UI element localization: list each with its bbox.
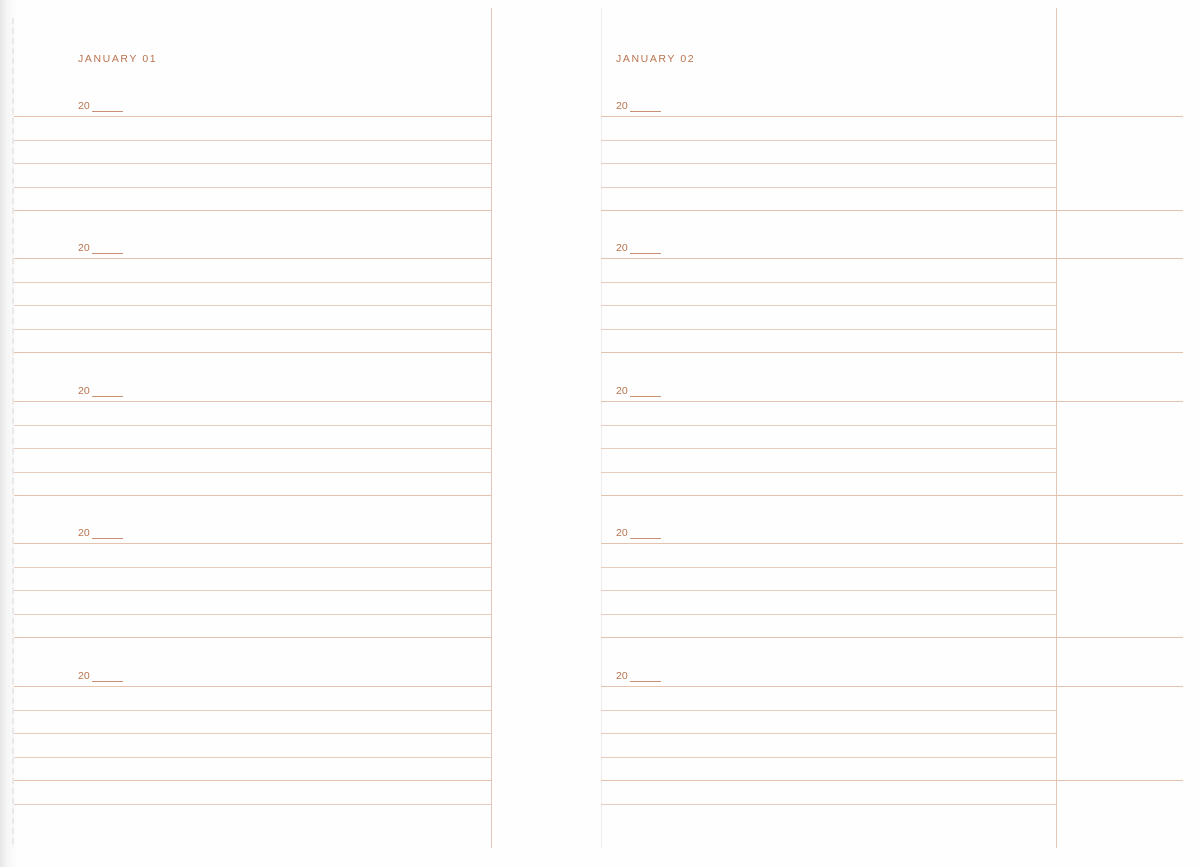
year-blank bbox=[630, 681, 661, 682]
year-blank bbox=[92, 111, 123, 112]
section-rule bbox=[601, 210, 1183, 211]
year-label: 20 bbox=[616, 100, 628, 112]
year-label: 20 bbox=[616, 385, 628, 397]
writing-line bbox=[14, 733, 491, 734]
page-title: JANUARY 01 bbox=[78, 53, 158, 65]
section-rule bbox=[14, 210, 491, 211]
writing-line bbox=[601, 329, 1056, 330]
section-rule bbox=[601, 637, 1183, 638]
writing-line bbox=[601, 140, 1056, 141]
writing-line bbox=[601, 757, 1056, 758]
writing-line bbox=[601, 590, 1056, 591]
writing-line bbox=[601, 614, 1056, 615]
year-label: 20 bbox=[616, 670, 628, 682]
section-rule bbox=[601, 401, 1183, 402]
year-label: 20 bbox=[78, 527, 90, 539]
year-blank bbox=[92, 253, 123, 254]
writing-line bbox=[601, 472, 1056, 473]
section-rule bbox=[14, 495, 491, 496]
writing-line bbox=[601, 804, 1056, 805]
section-rule bbox=[601, 352, 1183, 353]
page-title: JANUARY 02 bbox=[616, 53, 696, 65]
writing-line bbox=[601, 425, 1056, 426]
writing-line bbox=[601, 282, 1056, 283]
writing-line bbox=[14, 804, 491, 805]
writing-line bbox=[14, 425, 491, 426]
writing-line bbox=[14, 472, 491, 473]
writing-line bbox=[601, 733, 1056, 734]
year-blank bbox=[92, 681, 123, 682]
writing-line bbox=[601, 163, 1056, 164]
section-rule bbox=[14, 352, 491, 353]
section-rule bbox=[14, 401, 491, 402]
year-label: 20 bbox=[78, 242, 90, 254]
year-label: 20 bbox=[616, 527, 628, 539]
year-label: 20 bbox=[78, 385, 90, 397]
section-rule bbox=[14, 637, 491, 638]
section-rule bbox=[601, 116, 1183, 117]
year-blank bbox=[92, 396, 123, 397]
writing-line bbox=[14, 567, 491, 568]
section-rule bbox=[601, 495, 1183, 496]
year-blank bbox=[630, 111, 661, 112]
writing-line bbox=[14, 163, 491, 164]
year-label: 20 bbox=[78, 670, 90, 682]
year-blank bbox=[92, 538, 123, 539]
writing-line bbox=[14, 614, 491, 615]
margin-line bbox=[1056, 8, 1057, 848]
section-rule bbox=[14, 780, 491, 781]
section-rule bbox=[601, 780, 1183, 781]
section-rule bbox=[601, 543, 1183, 544]
writing-line bbox=[14, 282, 491, 283]
section-rule bbox=[14, 543, 491, 544]
year-blank bbox=[630, 253, 661, 254]
writing-line bbox=[601, 448, 1056, 449]
writing-line bbox=[14, 187, 491, 188]
writing-line bbox=[14, 590, 491, 591]
margin-line bbox=[491, 8, 492, 848]
year-label: 20 bbox=[78, 100, 90, 112]
writing-line bbox=[601, 305, 1056, 306]
page-right bbox=[600, 0, 1200, 867]
section-rule bbox=[14, 686, 491, 687]
writing-line bbox=[601, 567, 1056, 568]
section-rule bbox=[601, 258, 1183, 259]
writing-line bbox=[601, 710, 1056, 711]
section-rule bbox=[14, 116, 491, 117]
writing-line bbox=[601, 187, 1056, 188]
writing-line bbox=[14, 140, 491, 141]
writing-line bbox=[14, 448, 491, 449]
writing-line bbox=[14, 710, 491, 711]
year-blank bbox=[630, 538, 661, 539]
section-rule bbox=[601, 686, 1183, 687]
writing-line bbox=[14, 329, 491, 330]
year-blank bbox=[630, 396, 661, 397]
year-label: 20 bbox=[616, 242, 628, 254]
writing-line bbox=[14, 757, 491, 758]
section-rule bbox=[14, 258, 491, 259]
writing-line bbox=[14, 305, 491, 306]
